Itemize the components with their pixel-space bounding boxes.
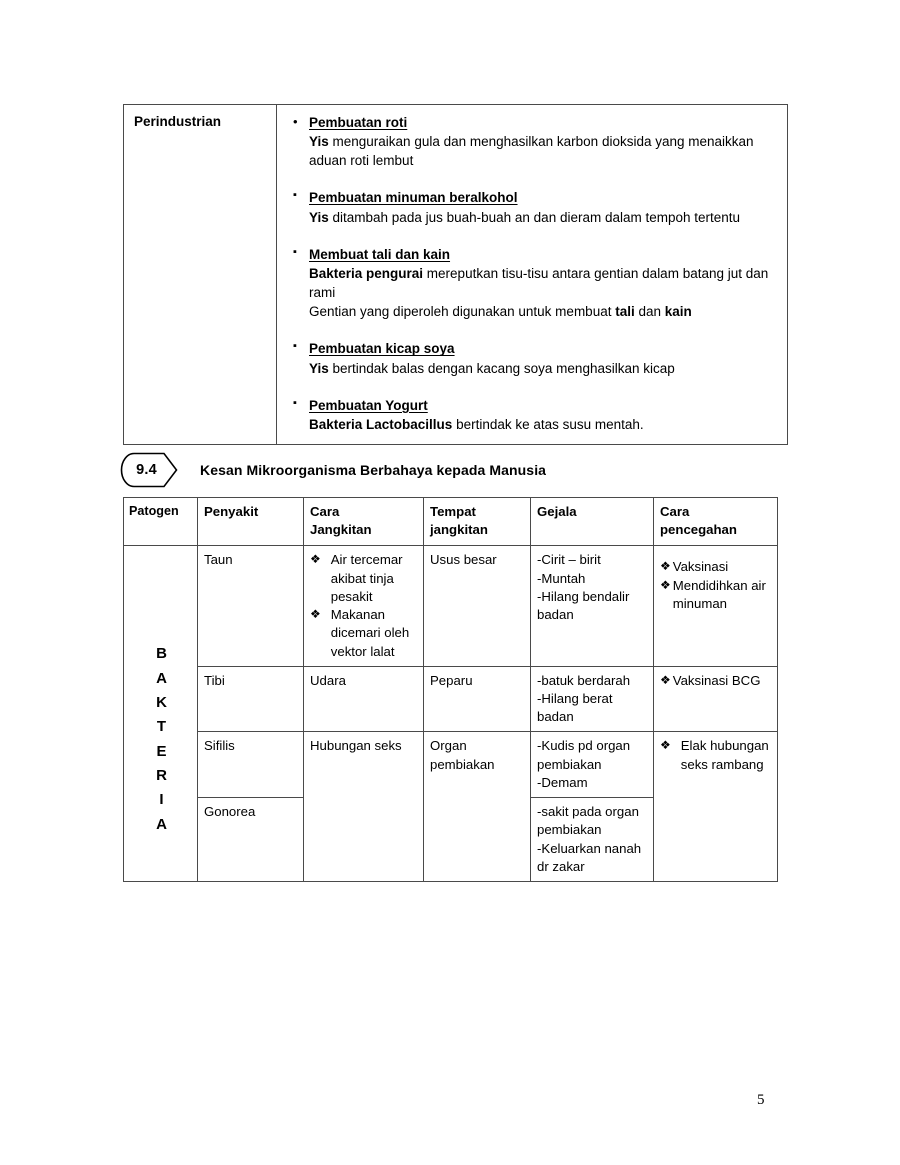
use-body-text: mereputkan tisu-tisu antara gentian dalam batang jut dan rami [309,265,769,301]
symptoms-cell [531,798,654,882]
use-extra-prefix: Gentian yang diperoleh digunakan untuk membuat [309,304,616,320]
square-bullet-icon: ▪ [293,396,297,409]
vertical-letter: A [156,669,167,687]
column-header-penyakit: Penyakit [198,498,304,546]
list-item: -Kudis pd organ pembiakan [537,738,631,772]
use-lead-term: Bakteria pengurai [309,265,424,281]
vertical-letter: K [156,694,167,712]
list-item: -Hilang bendalir badan [537,588,630,623]
vertical-letter: A [156,815,167,833]
prevention-cell [654,732,778,882]
use-item-soy-sauce [293,339,779,377]
floret-bullet-icon: ❖ [660,577,671,592]
header-line-2: Jangkitan [310,522,372,538]
floret-bullet-icon: ❖ [310,607,321,622]
use-heading [293,113,779,132]
industry-uses-table [123,104,788,445]
table-row [124,105,788,445]
use-description [309,132,779,170]
section-heading [120,452,546,488]
transmission-cell: Hubungan seks [304,732,424,882]
list-item-label: Vaksinasi BCG [672,672,761,688]
use-heading [293,339,779,358]
use-title: Pembuatan roti [309,115,408,130]
section-title: Kesan Mikroorganisma Berbahaya kepada Manusia [200,462,547,478]
list-item-label: Mendidihkan air minuman [672,577,766,611]
page-number: 5 [757,1092,765,1108]
use-heading [293,188,779,207]
column-header-cara-pencegahan [654,498,778,546]
use-extra-mid: dan [634,304,665,320]
prevention-cell [654,546,778,666]
prevention-list [660,737,773,773]
disease-name-cell: Sifilis [198,732,304,798]
prevention-list [660,558,773,613]
vertical-letter: I [159,791,164,809]
table-row [124,732,778,798]
use-item-rope-cloth [293,245,779,322]
use-extra-bold-one: tali [615,304,635,320]
use-title: Pembuatan minuman beralkohol [309,190,518,206]
list-item: -Hilang berat badan [537,690,613,725]
use-heading [293,396,779,415]
use-extra-bold-two: kain [664,304,692,320]
list-item: -Keluarkan nanah dr zakar [537,840,642,874]
column-header-cara-jangkitan [304,498,424,546]
prevention-list [660,672,773,690]
list-item [660,737,773,773]
use-description [309,359,779,378]
square-bullet-icon: ▪ [293,340,297,353]
list-item-label: Air tercemar akibat tinja pesakit [330,552,403,604]
section-number: 9.4 [136,462,157,478]
list-item: -Muntah [537,570,586,586]
table-row [124,666,778,732]
use-description-extra [309,302,779,321]
transmission-cell: Udara [304,666,424,732]
use-body-text: bertindak balas dengan kacang soya menghasilkan kicap [328,360,675,376]
use-description [309,264,779,302]
use-title: Membuat tali dan kain [309,246,451,262]
header-line-1: Cara [660,504,690,519]
floret-bullet-icon: ❖ [660,559,671,574]
symptoms-cell [531,546,654,666]
use-item-yogurt [293,396,779,434]
prevention-cell [654,666,778,732]
industry-category-cell: Perindustrian [124,105,277,445]
list-item [310,551,419,606]
symptoms-cell [531,666,654,732]
list-item [660,558,773,576]
symptoms-list [537,672,649,727]
symptoms-cell [531,732,654,798]
symptoms-list [537,803,649,876]
header-line-1: Tempat [430,504,476,519]
list-item [310,606,419,661]
table-row [124,546,778,666]
use-heading [293,245,779,264]
disease-name-cell: Tibi [198,666,304,732]
list-item: -batuk berdarah [537,672,631,688]
infection-site-cell: Peparu [424,666,531,732]
round-bullet-icon: • [293,114,298,129]
pathogen-disease-table [123,497,778,882]
use-body-text: bertindak ke atas susu mentah. [452,416,644,432]
industry-uses-cell [277,105,788,445]
use-title: Pembuatan kicap soya [309,341,455,357]
list-item-label: Elak hubungan seks rambang [680,738,769,772]
column-header-tempat-jangkitan [424,498,531,546]
transmission-list [310,551,419,660]
section-number-badge [120,452,178,488]
use-title: Pembuatan Yogurt [309,397,428,413]
list-item: -Demam [537,774,588,790]
pathogen-group-bakteria [124,546,198,882]
use-body-text: ditambah pada jus buah-buah an dan dieram dalam tempoh tertentu [328,209,741,225]
use-lead-term: Yis [309,209,329,225]
vertical-letter: B [156,645,167,663]
table-header-row [124,498,778,546]
disease-name-cell: Gonorea [198,798,304,882]
use-description [309,208,779,227]
square-bullet-icon: ▪ [293,245,297,258]
disease-name-cell: Taun [198,546,304,666]
header-line-2: pencegahan [660,522,737,538]
header-line-1: Cara [310,504,340,519]
list-item [660,577,773,613]
use-lead-term: Bakteria Lactobacillus [309,416,453,432]
symptoms-list [537,551,649,624]
header-line-2: jangkitan [430,522,488,538]
vertical-letter: T [156,718,167,736]
symptoms-list [537,737,649,792]
column-header-patogen: Patogen [124,498,198,546]
use-body-text: menguraikan gula dan menghasilkan karbon dioksida yang menaikkan aduan roti lembut [309,134,754,169]
square-bullet-icon: ▪ [293,189,297,202]
list-item-label: Makanan dicemari oleh vektor lalat [330,607,410,659]
floret-bullet-icon: ❖ [660,672,671,687]
list-item [660,672,773,690]
list-item: -Cirit – birit [537,552,601,568]
transmission-cell [304,546,424,666]
use-lead-term: Yis [309,360,329,376]
floret-bullet-icon: ❖ [310,552,321,567]
use-item-bread [293,113,779,170]
use-lead-term: Yis [309,134,329,150]
list-item: -sakit pada organ pembiakan [537,804,639,838]
vertical-letter: E [156,742,167,760]
use-description [309,415,779,434]
floret-bullet-icon: ❖ [660,738,671,753]
infection-site-cell: Organ pembiakan [424,732,531,882]
list-item-label: Vaksinasi [672,559,729,575]
use-item-alcohol [293,188,779,226]
column-header-gejala: Gejala [531,498,654,546]
infection-site-cell: Usus besar [424,546,531,666]
vertical-letter: R [156,766,167,784]
